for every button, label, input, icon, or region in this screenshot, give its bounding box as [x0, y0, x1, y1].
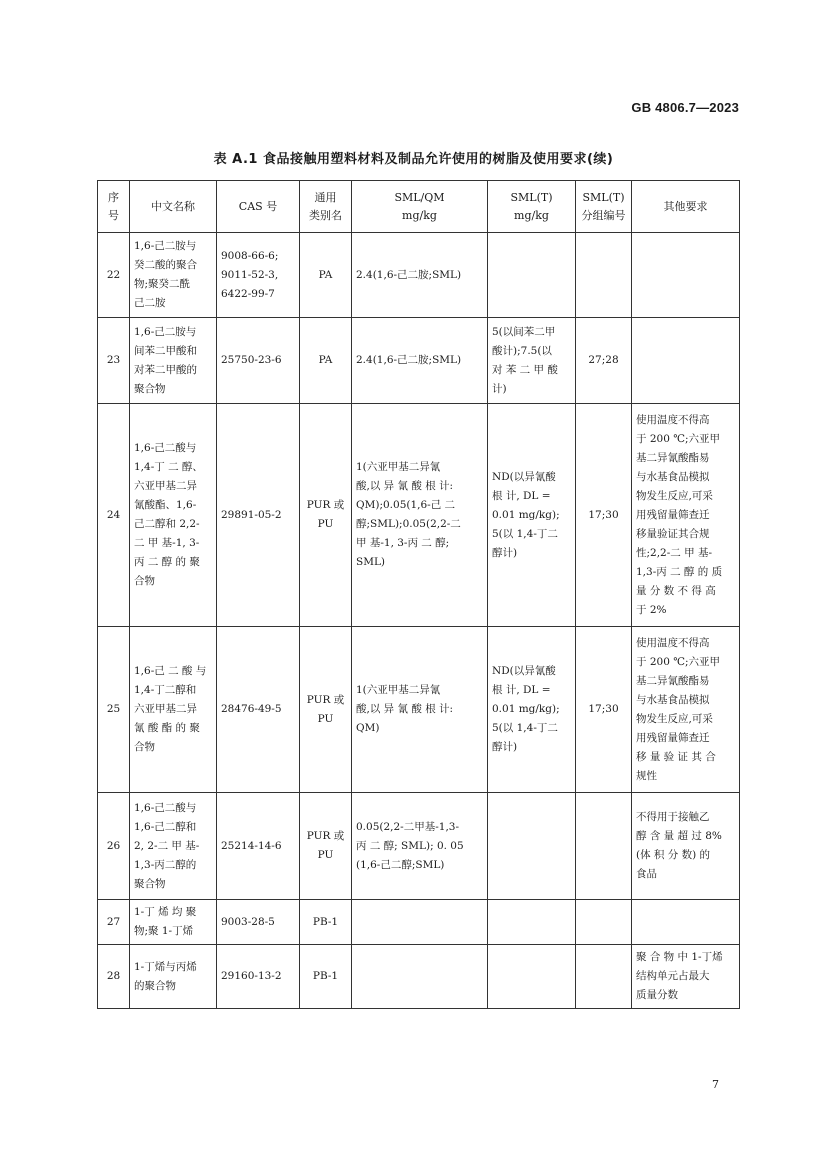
cell-line: 对 苯 二 甲 酸	[492, 363, 558, 376]
cell-line: 25214-14-6	[221, 839, 282, 852]
cell-sml-qm	[352, 793, 488, 900]
cell-line: PUR 或	[306, 499, 345, 511]
cell-line: 22	[106, 268, 121, 281]
cell-line: 17;30	[588, 508, 619, 521]
cell-line: 1,6-己二醇和	[134, 820, 197, 833]
header-line: 分组编号	[581, 208, 626, 222]
cell-line: 移 量 验 证 其 合	[636, 750, 716, 763]
cell-line: 食品	[636, 868, 657, 880]
cell-line: 间苯二甲酸和	[134, 344, 197, 357]
cell-line: 氰酸酯、1,6-	[134, 499, 197, 511]
cell-cas-no	[217, 318, 300, 404]
col-no-header	[98, 181, 130, 233]
cell-line: 使用温度不得高	[636, 636, 710, 649]
cell-line: 酸,以 异 氰 酸 根 计:	[356, 480, 454, 492]
cell-line: 性;2,2-二 甲 基-	[636, 546, 713, 559]
cell-line: 酸计);7.5(以	[492, 344, 552, 357]
cell-line: 1,6-己二胺与	[134, 325, 197, 338]
cell-line: (1,6-己二醇;SML)	[356, 858, 445, 871]
header-line: SML(T)	[582, 190, 625, 204]
cell-sml-t	[488, 627, 576, 793]
cell-line: PA	[318, 354, 333, 366]
cell-sml-t-group	[576, 945, 632, 1009]
cell-cas-no	[217, 793, 300, 900]
cell-no	[98, 627, 130, 793]
cell-line: 基二异氰酸酯易	[636, 674, 710, 687]
cell-chinese-name	[130, 404, 217, 627]
header-line: mg/kg	[514, 208, 549, 222]
header-line: 通用	[314, 190, 337, 204]
cell-line: 1-丁 烯 均 聚	[134, 906, 197, 918]
cell-line: 质量分数	[636, 989, 678, 1001]
table-row	[98, 404, 740, 627]
cell-other-requirements	[632, 900, 740, 945]
cell-line: 0.05(2,2-二甲基-1,3-	[356, 820, 460, 833]
cell-line: 规性	[636, 769, 657, 782]
cell-line: 己二胺	[134, 297, 166, 309]
col-other-requirements-header	[632, 181, 740, 233]
header-line: 类别名	[309, 208, 342, 222]
cell-line: 物;聚 1-丁烯	[134, 925, 194, 937]
cell-line: 聚 合 物 中 1-丁烯	[636, 951, 723, 963]
cell-category	[300, 900, 352, 945]
header-line: 其他要求	[663, 199, 708, 213]
cell-line: 使用温度不得高	[636, 413, 710, 426]
cell-line: 24	[106, 508, 121, 521]
cell-line: 6422-99-7	[221, 287, 275, 300]
cell-line: 六亚甲基二异	[134, 703, 197, 715]
table-row	[98, 627, 740, 793]
cell-sml-t-group	[576, 793, 632, 900]
cell-line: 29160-13-2	[221, 970, 282, 982]
cell-line: 2.4(1,6-己二胺;SML)	[356, 354, 462, 366]
cell-line: 0.01 mg/kg);	[492, 508, 560, 521]
cell-line: 2.4(1,6-己二胺;SML)	[356, 268, 462, 281]
cell-line: 物发生反应,可采	[636, 712, 713, 725]
cell-sml-t-group	[576, 233, 632, 318]
cell-line: 氰 酸 酯 的 聚	[134, 722, 200, 734]
cell-other-requirements	[632, 404, 740, 627]
cell-cas-no	[217, 404, 300, 627]
cell-sml-qm	[352, 233, 488, 318]
cell-chinese-name	[130, 945, 217, 1009]
cell-line: PU	[317, 518, 334, 530]
cell-line: 醇 含 量 超 过 8%	[636, 830, 722, 842]
cell-cas-no	[217, 233, 300, 318]
table-header-row	[98, 181, 740, 233]
table-row	[98, 318, 740, 404]
cell-sml-t-group	[576, 900, 632, 945]
cell-line: 基二异氰酸酯易	[636, 451, 710, 464]
cell-line: PU	[317, 849, 334, 861]
cell-line: 用残留量筛查迁	[636, 731, 710, 744]
cell-line: 对苯二甲酸的	[134, 363, 197, 376]
cell-chinese-name	[130, 627, 217, 793]
cell-line: 5(以 1,4-丁二	[492, 722, 558, 734]
cell-line: PU	[317, 712, 334, 725]
col-sml-t-group-header	[576, 181, 632, 233]
cell-line: 1(六亚甲基二异氰	[356, 684, 441, 696]
cell-line: 聚合物	[134, 382, 166, 395]
header-line: SML/QM	[394, 190, 445, 204]
cell-line: 二 甲 基-1, 3-	[134, 537, 200, 549]
cell-line: 27	[106, 915, 121, 928]
cell-line: 计)	[492, 382, 507, 395]
cell-line: 合物	[134, 575, 155, 587]
cell-sml-t-group	[576, 404, 632, 627]
cell-line: 17;30	[588, 703, 619, 715]
cell-sml-t-group	[576, 318, 632, 404]
cell-line: 1,6-己二酸与	[134, 801, 197, 814]
cell-chinese-name	[130, 793, 217, 900]
cell-sml-t	[488, 945, 576, 1009]
cell-line: 量 分 数 不 得 高	[636, 584, 716, 597]
cell-line: PB-1	[312, 970, 339, 982]
cell-sml-qm	[352, 318, 488, 404]
cell-line: 1,3-丙 二 醇 的 质	[636, 565, 723, 578]
cell-no	[98, 233, 130, 318]
cell-line: QM);0.05(1,6-己 二	[356, 499, 456, 511]
cell-line: 根 计, DL =	[492, 489, 551, 502]
cell-cas-no	[217, 627, 300, 793]
cell-line: 酸,以 异 氰 酸 根 计:	[356, 703, 454, 715]
cell-category	[300, 793, 352, 900]
cell-line: 5(以 1,4-丁二	[492, 527, 558, 540]
cell-other-requirements	[632, 233, 740, 318]
cell-line: 0.01 mg/kg);	[492, 703, 560, 715]
cell-line: 1,4-丁二醇和	[134, 684, 197, 696]
cell-other-requirements	[632, 627, 740, 793]
cell-line: PB-1	[312, 915, 339, 928]
cell-line: 聚合物	[134, 877, 166, 890]
cell-other-requirements	[632, 318, 740, 404]
cell-chinese-name	[130, 318, 217, 404]
cell-line: 25	[106, 703, 121, 715]
cell-line: 物;聚癸二酰	[134, 278, 191, 290]
cell-sml-t	[488, 793, 576, 900]
cell-line: QM)	[356, 722, 380, 734]
cell-line: 1(六亚甲基二异氰	[356, 461, 441, 473]
cell-line: 26	[106, 839, 121, 852]
header-line: SML(T)	[510, 190, 553, 204]
cell-cas-no	[217, 900, 300, 945]
col-sml-t-header	[488, 181, 576, 233]
cell-line: 于 2%	[636, 603, 667, 616]
cell-category	[300, 233, 352, 318]
table-row	[98, 793, 740, 900]
cell-line: 1,6-己二胺与	[134, 240, 197, 252]
cell-sml-qm	[352, 945, 488, 1009]
cell-sml-t-group	[576, 627, 632, 793]
cell-line: 己二醇和 2,2-	[134, 518, 200, 530]
cell-other-requirements	[632, 945, 740, 1009]
table-row	[98, 900, 740, 945]
header-line: CAS 号	[238, 199, 278, 213]
cell-line: PUR 或	[306, 693, 345, 706]
cell-line: 合物	[134, 741, 155, 753]
cell-category	[300, 627, 352, 793]
cell-line: 癸二酸的聚合	[134, 259, 197, 271]
cell-sml-qm	[352, 627, 488, 793]
header-line: 号	[108, 208, 119, 222]
table-row	[98, 233, 740, 318]
cell-sml-t	[488, 404, 576, 627]
col-category-header	[300, 181, 352, 233]
cell-line: 27;28	[588, 354, 619, 366]
cell-line: 不得用于接触乙	[636, 811, 710, 823]
cell-sml-qm	[352, 900, 488, 945]
cell-line: 六亚甲基二异	[134, 480, 197, 492]
cell-line: 结构单元占最大	[636, 970, 710, 982]
resin-requirements-table	[97, 180, 740, 1009]
cell-line: PA	[318, 268, 333, 281]
header-line: mg/kg	[402, 208, 437, 222]
cell-no	[98, 404, 130, 627]
cell-no	[98, 900, 130, 945]
cell-line: 丙 二 醇 的 聚	[134, 556, 200, 568]
cell-no	[98, 945, 130, 1009]
cell-chinese-name	[130, 233, 217, 318]
cell-line: 1,3-丙二醇的	[134, 858, 197, 871]
cell-line: 1,6-己二酸与	[134, 442, 197, 454]
cell-line: 丙 二 醇; SML); 0. 05	[356, 839, 464, 852]
cell-line: 9011-52-3,	[221, 268, 279, 281]
cell-line: 于 200 ℃;六亚甲	[636, 432, 720, 445]
cell-line: 于 200 ℃;六亚甲	[636, 655, 720, 668]
cell-line: 29891-05-2	[221, 508, 282, 521]
header-line: 中文名称	[151, 199, 195, 213]
cell-sml-t	[488, 233, 576, 318]
cell-line: 醇;SML);0.05(2,2-二	[356, 518, 461, 530]
cell-line: ND(以异氰酸	[492, 470, 556, 483]
header-line: 序	[108, 190, 119, 204]
cell-line: 28	[106, 970, 121, 982]
cell-line: 23	[106, 354, 121, 366]
cell-line: (体 积 分 数) 的	[636, 849, 711, 861]
cell-line: 25750-23-6	[221, 354, 282, 366]
cell-line: 物发生反应,可采	[636, 489, 713, 502]
table-caption: 表 A.1 食品接触用塑料材料及制品允许使用的树脂及使用要求(续)	[213, 152, 614, 167]
cell-line: 1,6-己 二 酸 与	[134, 665, 207, 677]
cell-line: 28476-49-5	[221, 703, 282, 715]
cell-line: 移量验证其合规	[636, 527, 710, 540]
col-cas-no-header	[217, 181, 300, 233]
col-sml-qm-header	[352, 181, 488, 233]
cell-line: 1,4-丁 二 醇、	[134, 461, 203, 473]
cell-line: 2, 2-二 甲 基-	[134, 839, 200, 852]
cell-line: 1-丁烯与丙烯	[134, 960, 197, 973]
cell-no	[98, 318, 130, 404]
cell-sml-qm	[352, 404, 488, 627]
cell-line: 9008-66-6;	[221, 249, 279, 262]
cell-line: 9003-28-5	[221, 915, 275, 928]
cell-line: 醇计)	[492, 546, 518, 559]
cell-cas-no	[217, 945, 300, 1009]
cell-line: 甲 基-1, 3-丙 二 醇;	[356, 537, 450, 549]
cell-line: SML)	[356, 556, 386, 568]
col-chinese-name-header	[130, 181, 217, 233]
cell-line: 用残留量筛查迁	[636, 508, 710, 521]
cell-no	[98, 793, 130, 900]
cell-sml-t	[488, 900, 576, 945]
cell-sml-t	[488, 318, 576, 404]
cell-line: PUR 或	[306, 830, 345, 842]
cell-category	[300, 945, 352, 1009]
cell-line: 根 计, DL =	[492, 684, 551, 696]
cell-line: 与水基食品模拟	[636, 470, 710, 483]
table-row	[98, 945, 740, 1009]
cell-line: 的聚合物	[134, 979, 176, 992]
cell-line: ND(以异氰酸	[492, 665, 556, 677]
cell-category	[300, 404, 352, 627]
cell-line: 与水基食品模拟	[636, 693, 710, 706]
cell-other-requirements	[632, 793, 740, 900]
cell-line: 5(以间苯二甲	[492, 325, 556, 338]
cell-chinese-name	[130, 900, 217, 945]
page-number: 7	[712, 1078, 719, 1091]
cell-line: 醇计)	[492, 741, 518, 753]
standard-code: GB 4806.7—2023	[631, 100, 739, 115]
cell-category	[300, 318, 352, 404]
